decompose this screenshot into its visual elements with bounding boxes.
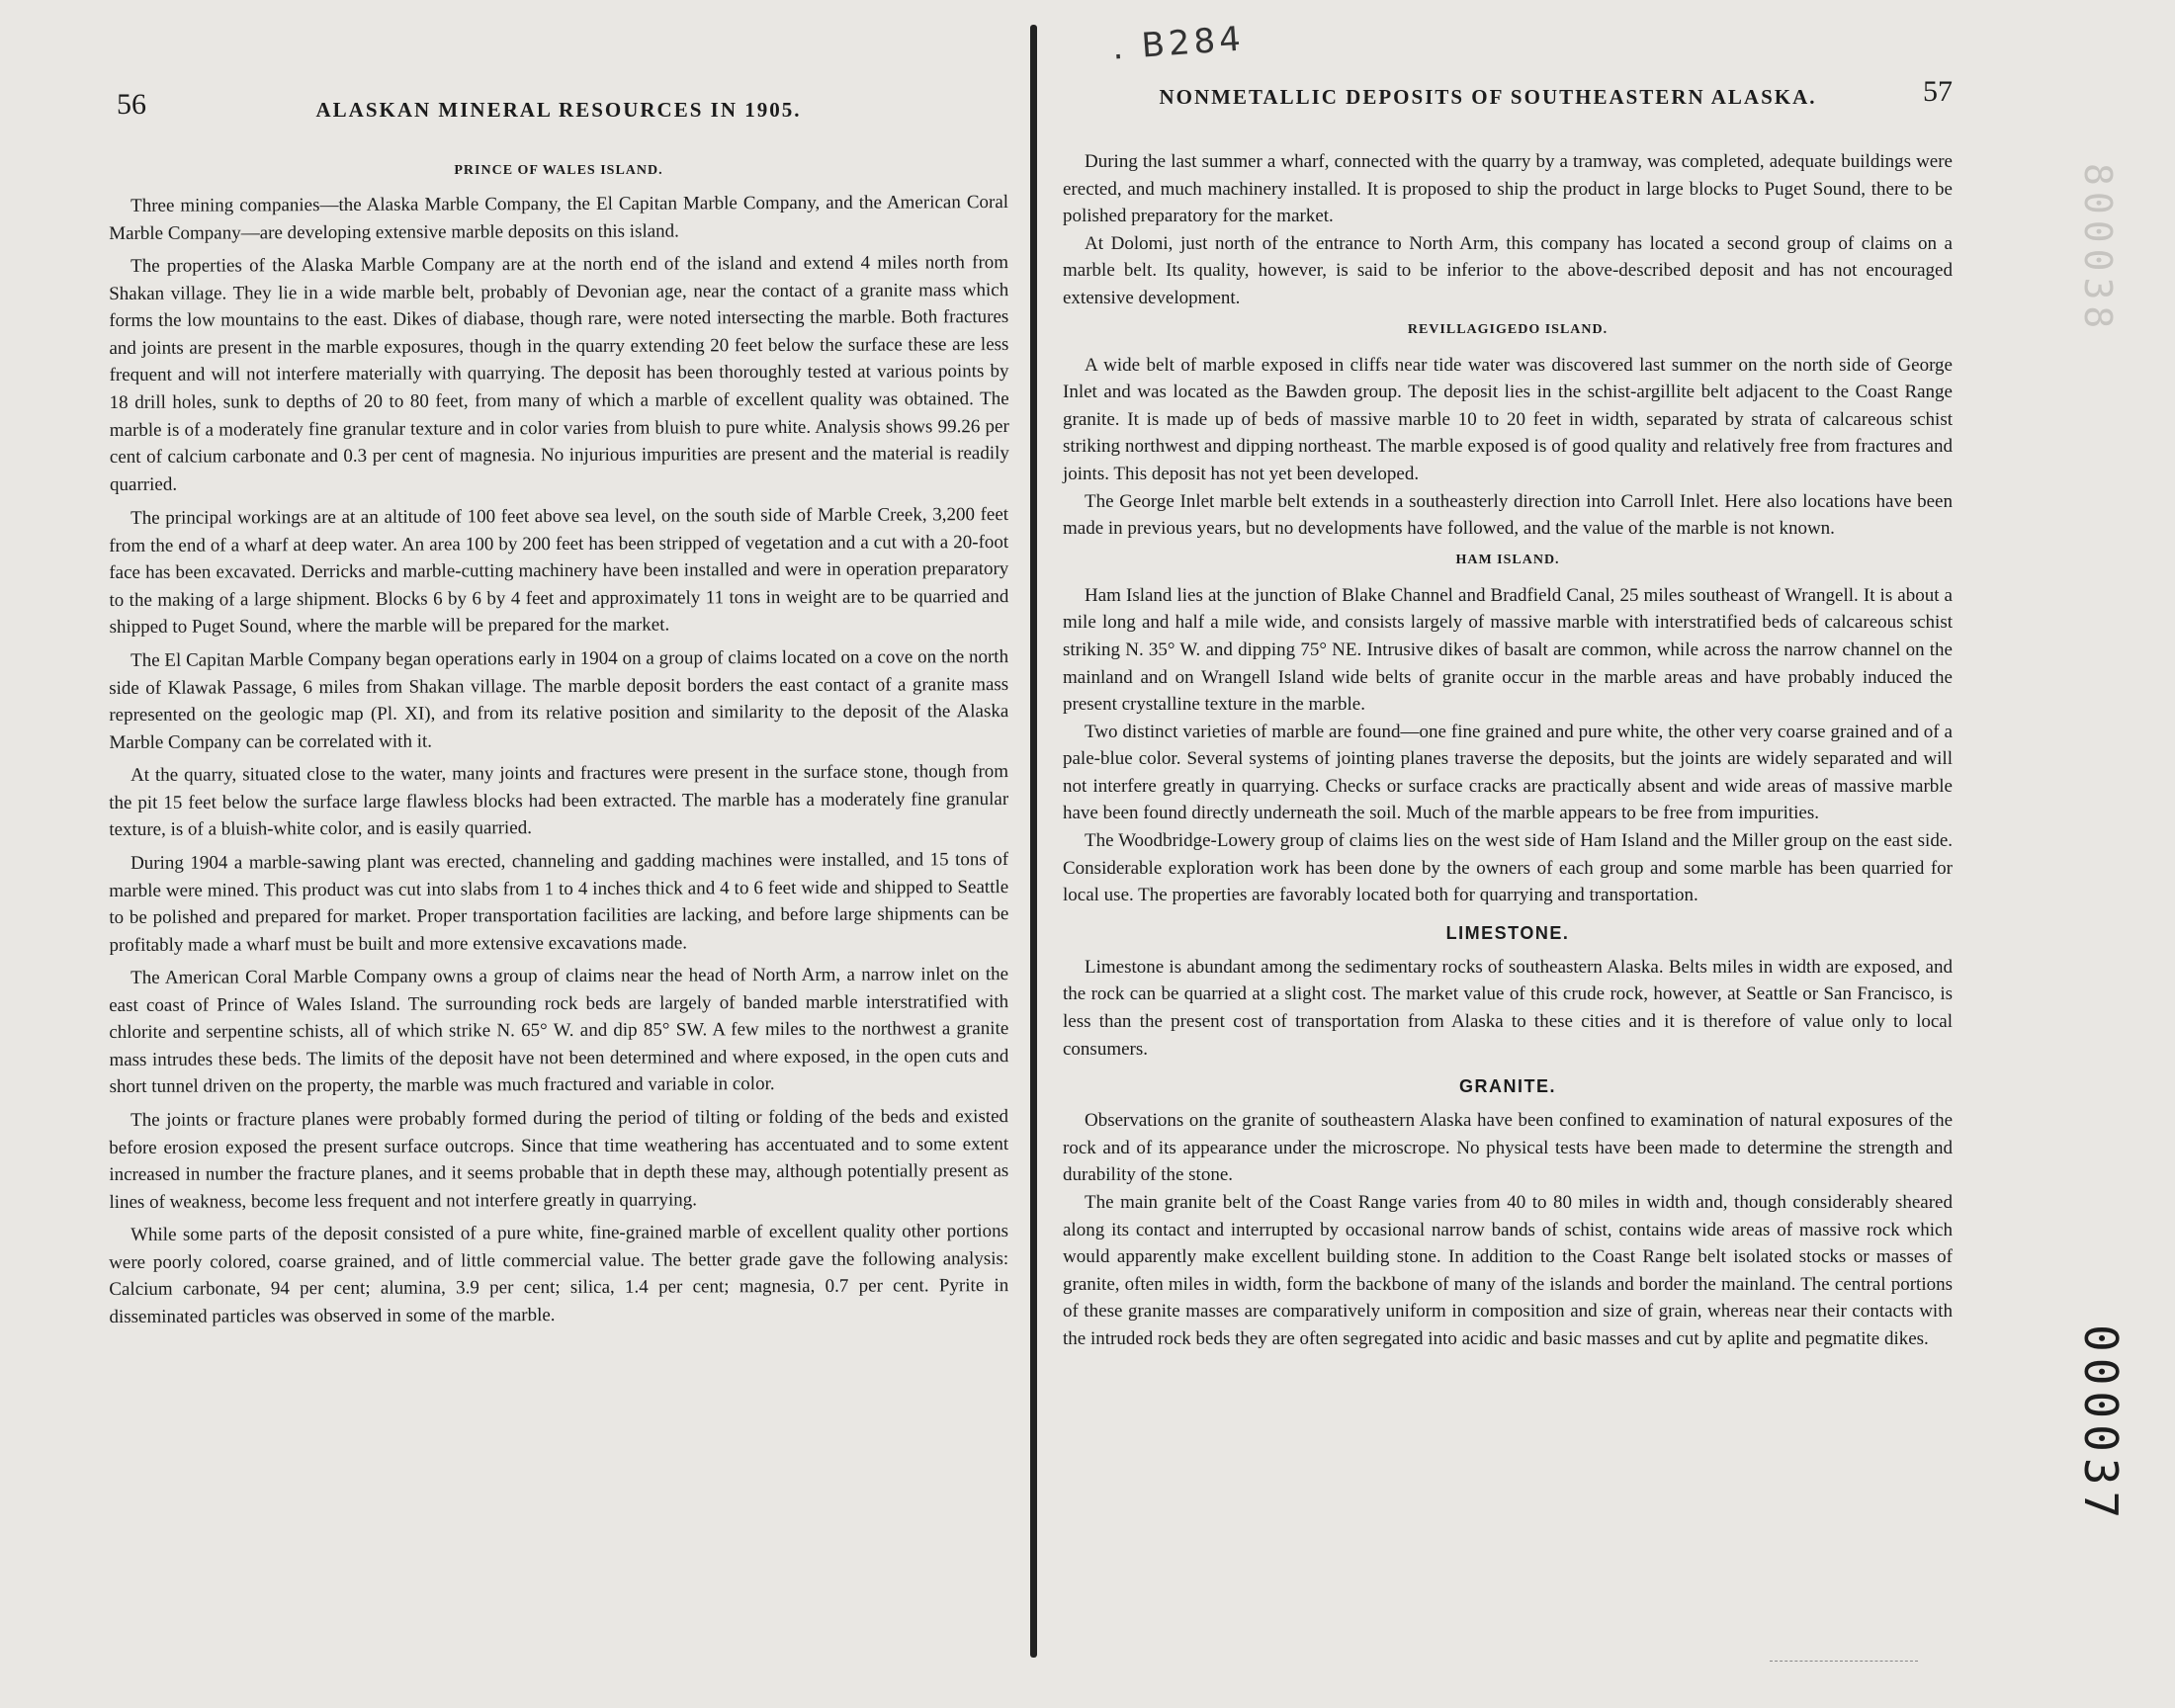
paragraph: At the quarry, situated close to the water, many joints and fractures were present in the surface stone, though from the pit 15 feet below the surface large flawless blocks had been extracted. The marble has a moderately fine granular texture, is of a bluish-white color, and is easily quarried. — [109, 760, 1009, 841]
paragraph: The Woodbridge-Lowery group of claims lies on the west side of Ham Island and the Miller group on the east side. Considerable exploration work has been done by the owners of each group and some marble has been quarried for local use. The properties are favorably located both for quarrying and transportation. — [1063, 830, 1953, 906]
paragraph: The joints or fracture planes were probably formed during the period of tilting or folding of the beds and existed before erosion exposed the present surface outcrops. Since that time weathering has accentuated and to some extent increased in number the fracture planes, and it seems probable that in depth these may, although potentially present as lines of weakness, become less frequent and not interfere greatly in quarrying. — [109, 1106, 1009, 1213]
paragraph: The properties of the Alaska Marble Company are at the north end of the island and extend 4 miles north from Shakan village. They lie in a wide marble belt, probably of Devonian age, near the contact of a granite mass which forms the low mountains to the east. Dikes of diabase, though rare, were noted intersecting the marble. Both fractures and joints are present in the marble exposures, though in the quarry extending 20 feet below the surface these are less frequent and will not interfere materially with quarrying. The deposit has been thoroughly tested at various points by 18 drill holes, sunk to depths of 20 to 80 feet, from many of which a marble of excellent quality was obtained. The marble is of a moderately fine granular texture and in color varies from bluish to pure white. Analysis shows 99.26 per cent of calcium carbonate and 0.3 per cent of magnesia. No injurious impurities are present and the material is readily quarried. — [109, 252, 1009, 495]
right-running-head — [1063, 75, 1953, 148]
paragraph: During the last summer a wharf, connected with the quarry by a tramway, was completed, adequate buildings were erected, and much machinery installed. It is proposed to ship the product in large blocks to Puget Sound, there to be polished preparatory for the market. — [1063, 151, 1953, 227]
left-page-number: 56 — [117, 88, 146, 121]
left-running-title: ALASKAN MINERAL RESOURCES IN 1905. — [315, 98, 802, 122]
paragraph: Two distinct varieties of marble are found—one fine grained and pure white, the other very coarse grained and of a pale-blue color. Several systems of jointing planes traverse the deposits, but the joints are widely separated and will not interfere greatly in quarrying. Checks or surface cracks are practically absent and wide areas of massive marble have been found directly underneath the soil. Much of the marble appears to be free from impurities. — [1063, 721, 1953, 824]
paragraph: A wide belt of marble exposed in cliffs near tide water was discovered last summer on the north side of George Inlet and was located as the Bawden group. The deposit lies in the schist-argillite belt adjacent to the Coast Range granite. It is made up of beds of massive marble 10 to 20 feet in width, separated by strata of calcareous schist striking northwest and dipping northeast. The marble exposed is of good quality and relatively free from fractures and joints. This deposit has not yet been developed. — [1063, 354, 1953, 484]
faint-page-stamp: 800038 — [2076, 163, 2120, 335]
right-page — [1063, 0, 1953, 1353]
right-page-number: 57 — [1923, 75, 1953, 108]
paragraph: The El Capitan Marble Company began operations early in 1904 on a group of claims located on a cove on the north side of Klawak Passage, 6 miles from Shakan village. The marble deposit borders the east contact of a granite mass represented on the geologic map (Pl. XI), and from its relative position and similarity to the deposit of the Alaska Marble Company can be correlated with it. — [109, 645, 1009, 753]
paragraph: Three mining companies—the Alaska Marble Company, the El Capitan Marble Company, and the American Coral Marble Company—are developing extensive marble deposits on this island. — [109, 192, 1009, 244]
handwritten-annotation: . B284 — [1110, 19, 1247, 68]
left-page — [109, 0, 1008, 1331]
left-running-head — [109, 88, 1008, 153]
section-title-ham-island: HAM ISLAND. — [1455, 552, 1560, 567]
section-title-prince-of-wales: PRINCE OF WALES ISLAND. — [454, 163, 663, 178]
paragraph: Observations on the granite of southeastern Alaska have been confined to examination of natural exposures of the rock and of its appearance under the microscrope. No physical tests have been made to determine the strength and durability of the stone. — [1063, 1110, 1953, 1186]
section-title-limestone: LIMESTONE. — [1445, 922, 1570, 943]
paragraph: The main granite belt of the Coast Range varies from 40 to 80 miles in width and, though considerably sheared along its contact and interrupted by occasional narrow bands of schist, contains wide areas of massive rock which would apparently make excellent building stone. In addition to the Coast Range belt isolated stocks or masses of granite, often miles in width, form the backbone of many of the islands and border the mainland. The central portions of these granite masses are comparatively uniform in composition and size of grain, whereas near their contacts with the intruded rock beds they are often segregated into acidic and basic masses and cut by aplite and pegmatite dikes. — [1063, 1192, 1953, 1349]
paragraph: Limestone is abundant among the sedimentary rocks of southeastern Alaska. Belts miles in width are exposed, and the rock can be quarried at a slight cost. The market value of this crude rock, however, at Seattle or San Francisco, is less than the present cost of transportation from Alaska to these cities and it is therefore of value only to local consumers. — [1063, 956, 1953, 1060]
paragraph: During 1904 a marble-sawing plant was erected, channeling and gadding machines were installed, and 15 tons of marble were mined. This product was cut into slabs from 1 to 4 inches thick and 4 to 6 feet wide and shipped to Seattle to be polished and prepared for market. Proper transportation facilities are lacking, and before large shipments can be profitably made a wharf must be built and more extensive excavations made. — [109, 848, 1009, 956]
paragraph: While some parts of the deposit consisted of a pure white, fine-grained marble of excellent quality other portions were poorly colored, coarse grained, and of little commercial value. The better grade gave the following analysis: Calcium carbonate, 94 per cent; alumina, 3.9 per cent; silica, 1.4 per cent; magnesia, 0.7 per cent. Pyrite in disseminated particles was observed in some of the marble. — [109, 1221, 1009, 1328]
paragraph: The George Inlet marble belt extends in a southeasterly direction into Carroll Inlet. Here also locations have been made in previous years, but no developments have followed, and the value of the marble is not known. — [1063, 490, 1953, 540]
book-spine — [1030, 25, 1037, 1658]
paragraph: At Dolomi, just north of the entrance to North Arm, this company has located a second group of claims on a marble belt. Its quality, however, is said to be inferior to the above-described deposit and has not encouraged extensive development. — [1063, 232, 1953, 308]
paragraph: The American Coral Marble Company owns a group of claims near the head of North Arm, a narrow inlet on the east coast of Prince of Wales Island. The surrounding rock beds are largely of banded marble interstratified with chlorite and serpentine schists, all of which strike N. 65° W. and dip 85° SW. A few miles to the northwest a granite mass intrudes these beds. The limits of the deposit have not been determined and where exposed, in the open cuts and short tunnel driven on the property, the marble was much fractured and variable in color. — [109, 964, 1009, 1098]
section-title-granite: GRANITE. — [1458, 1076, 1556, 1097]
page-stamp: 000037 — [2074, 1324, 2128, 1525]
footer-rule — [1770, 1661, 1918, 1663]
paragraph: The principal workings are at an altitude of 100 feet above sea level, on the south side of Marble Creek, 3,200 feet from the end of a wharf at deep water. An area 100 by 200 feet has been stripped of vegetation and a cut with a 20-foot face has been excavated. Derricks and marble-cutting machinery have been installed and were in operation preparatory to the making of a large shipment. Blocks 6 by 6 by 4 feet and approximately 11 tons in weight are to be quarried and shipped to Puget Sound, where the marble will be prepared for the market. — [109, 503, 1009, 638]
section-title-revillagigedo: REVILLAGIGEDO ISLAND. — [1407, 321, 1609, 337]
right-running-title: NONMETALLIC DEPOSITS OF SOUTHEASTERN ALASKA. — [1159, 85, 1817, 109]
paragraph: Ham Island lies at the junction of Blake Channel and Bradfield Canal, 25 miles southeast of Wrangell. It is about a mile long and half a mile wide, and consists largely of massive marble with interstratified beds of calcareous schist striking N. 35° W. and dipping 75° NE. Intrusive dikes of basalt are common, while across the narrow channel on the mainland and on Wrangell Island wide belts of granite occur in the marble areas and have probably induced the present crystalline texture in the marble. — [1063, 584, 1953, 716]
